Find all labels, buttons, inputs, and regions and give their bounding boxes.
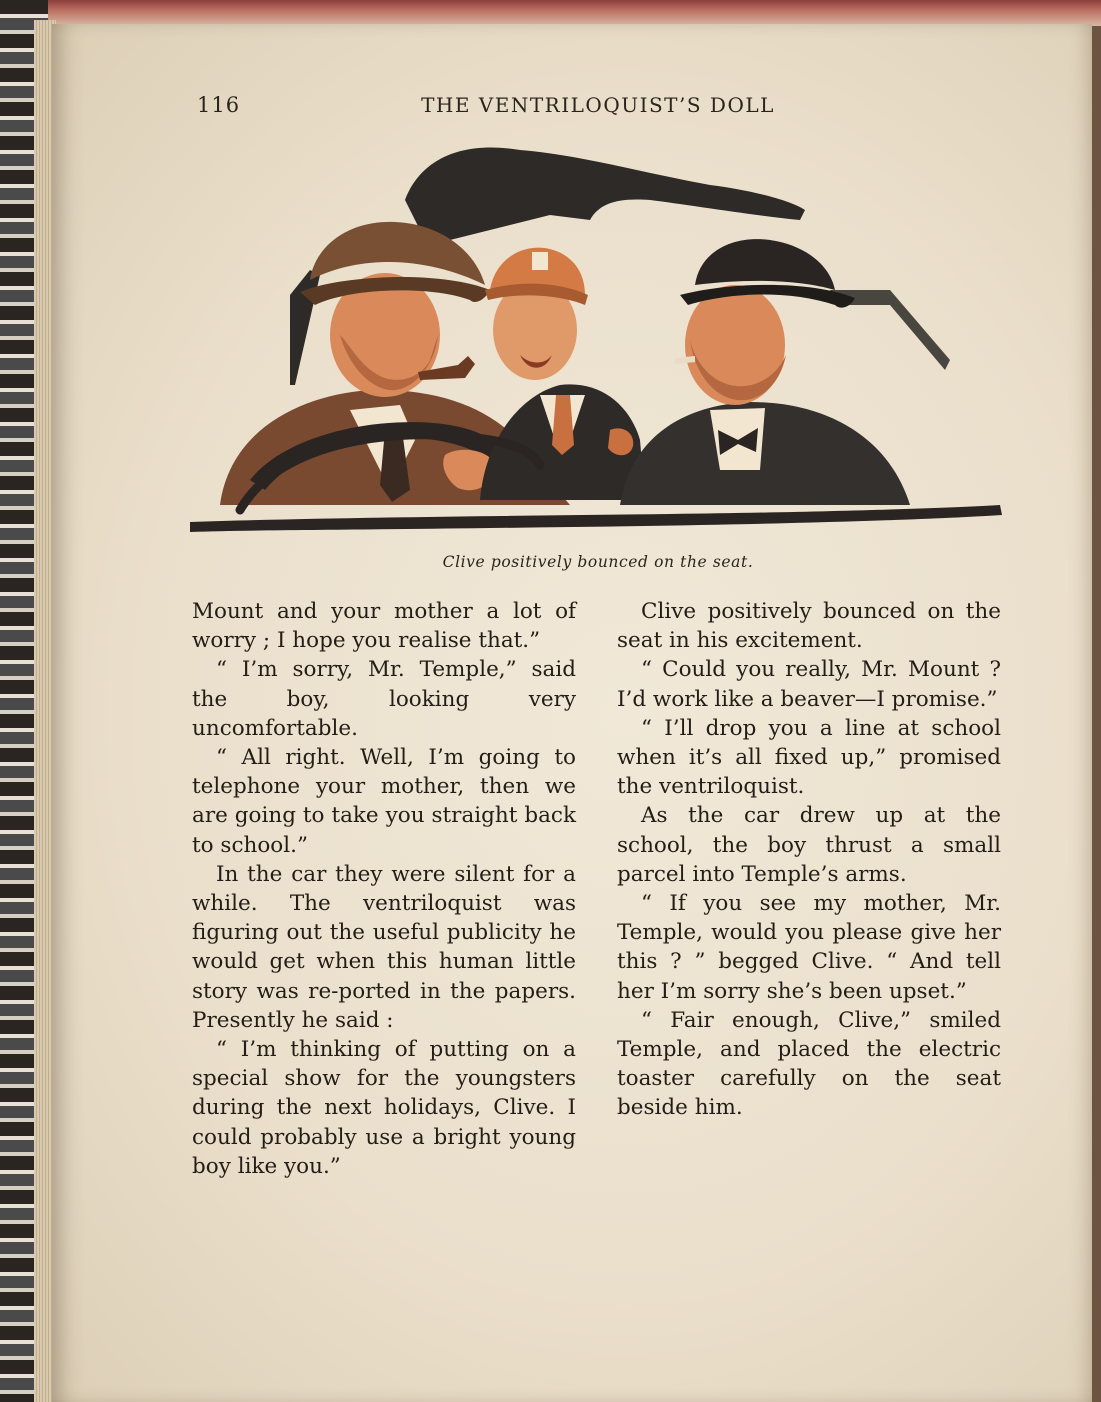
- text-column-right: [617, 597, 1001, 1123]
- paragraph: “ Could you really, Mr. Mount ? I’d work like a beaver—I promise.”: [617, 657, 1001, 712]
- paragraph: “ Fair enough, Clive,” smiled Temple, and placed the electric toaster carefully on the seat beside him.: [617, 1007, 1001, 1121]
- paragraph: “ If you see my mother, Mr. Temple, would you please give her this ? ” begged Clive. “ And tell her I’m sorry she’s been upset.”: [617, 891, 1001, 1004]
- paragraph: “ I’m thinking of putting on a special show for the youngsters during the next holidays, Clive. I could probably use a bright young boy like you.”: [192, 1037, 576, 1179]
- running-title: THE VENTRILOQUIST’S DOLL: [421, 93, 775, 117]
- paragraph: As the car drew up at the school, the boy thrust a small parcel into Temple’s arms.: [617, 803, 1001, 887]
- paragraph: “ All right. Well, I’m going to telephone your mother, then we are going to take you straight back to school.”: [192, 745, 576, 858]
- passenger-figure: [620, 239, 910, 505]
- boy-figure: [480, 248, 645, 500]
- paragraph: In the car they were silent for a while. The ventriloquist was figuring out the useful publicity he would get when this human little story was re-ported in the papers. Presently he said :: [192, 861, 576, 1033]
- text-column-left: [192, 597, 576, 1181]
- paragraph: “ I’ll drop you a line at school when it’s all fixed up,” promised the ventriloquist.: [617, 715, 1001, 800]
- running-header: [0, 93, 1101, 123]
- illustration-caption: Clive positively bounced on the seat.: [442, 553, 754, 571]
- car-roof-shadow: [405, 147, 805, 240]
- paragraph: Mount and your mother a lot of worry ; I hope you realise that.”: [192, 599, 576, 654]
- car-illustration: [190, 140, 1010, 540]
- page-number: 116: [197, 93, 241, 117]
- paragraph: “ I’m sorry, Mr. Temple,” said the boy, looking very uncomfortable.: [192, 657, 576, 741]
- dashboard-line: [190, 505, 1002, 532]
- paragraph: Clive positively bounced on the seat in his excitement.: [617, 599, 1001, 654]
- book-cover-edge: [0, 0, 1101, 26]
